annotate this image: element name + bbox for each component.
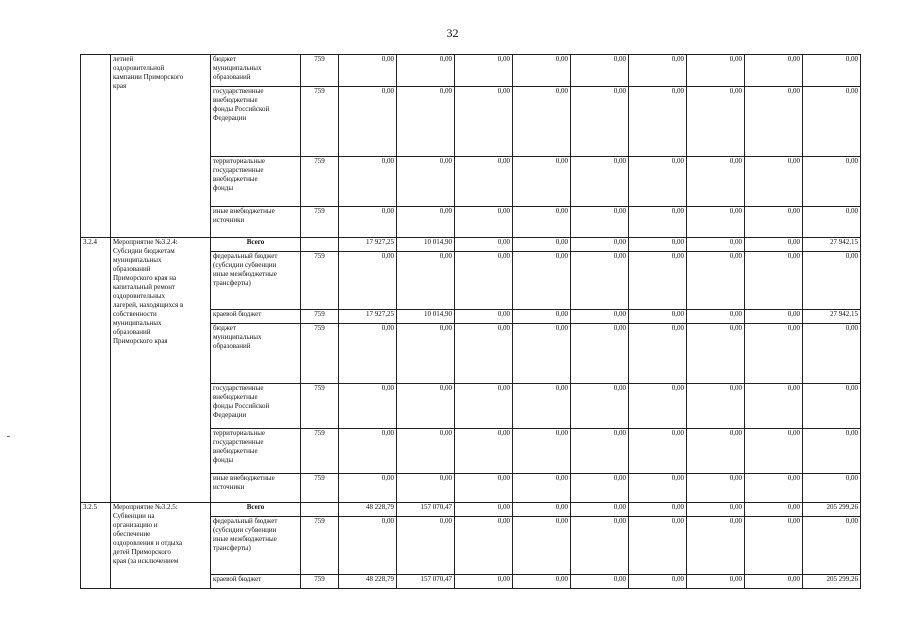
amount-cell: 0,00 — [455, 238, 513, 252]
amount-cell: 48 228,79 — [339, 503, 397, 517]
amount-cell: 0,00 — [397, 87, 455, 157]
amount-cell: 0,00 — [745, 517, 803, 575]
amount-cell: 0,00 — [687, 87, 745, 157]
amount-cell: 0,00 — [687, 474, 745, 503]
amount-cell: 0,00 — [745, 87, 803, 157]
amount-cell: 157 070,47 — [397, 503, 455, 517]
funding-source: государственные внебюджетные фонды Российской Федерации — [211, 87, 301, 157]
amount-cell: 0,00 — [397, 252, 455, 310]
measure-code — [81, 55, 111, 238]
budget-table — [80, 54, 861, 589]
amount-cell: 0,00 — [745, 157, 803, 207]
amount-cell: 0,00 — [513, 310, 571, 324]
amount-cell: 0,00 — [745, 252, 803, 310]
amount-cell: 0,00 — [513, 157, 571, 207]
table-row — [81, 55, 861, 87]
amount-cell: 0,00 — [571, 384, 629, 429]
amount-cell: 0,00 — [455, 575, 513, 589]
funding-source: федеральный бюджет (субсидии субвенции иные межбюджетные трансферты) — [211, 517, 301, 575]
page-number: 32 — [446, 26, 459, 40]
amount-cell: 0,00 — [687, 55, 745, 87]
amount-cell: 0,00 — [571, 157, 629, 207]
amount-cell: 0,00 — [629, 517, 687, 575]
amount-cell: 0,00 — [571, 575, 629, 589]
amount-cell: 0,00 — [687, 324, 745, 384]
funding-source: государственные внебюджетные фонды Российской Федерации — [211, 384, 301, 429]
amount-cell: 0,00 — [745, 310, 803, 324]
amount-cell: 0,00 — [803, 429, 861, 474]
amount-cell: 0,00 — [397, 384, 455, 429]
funding-source: территориальные государственные внебюджетные фонды — [211, 157, 301, 207]
amount-cell: 0,00 — [629, 55, 687, 87]
grbs-code: 759 — [301, 55, 339, 87]
amount-cell: 0,00 — [571, 207, 629, 238]
grbs-code — [301, 503, 339, 517]
amount-cell: 0,00 — [745, 207, 803, 238]
measure-code: 3.2.4 — [81, 238, 111, 503]
grbs-code: 759 — [301, 252, 339, 310]
amount-cell: 17 927,25 — [339, 310, 397, 324]
grbs-code: 759 — [301, 207, 339, 238]
grbs-code: 759 — [301, 87, 339, 157]
amount-cell: 0,00 — [687, 310, 745, 324]
amount-cell: 0,00 — [803, 207, 861, 238]
amount-cell: 0,00 — [803, 517, 861, 575]
amount-cell: 0,00 — [571, 310, 629, 324]
amount-cell: 0,00 — [629, 238, 687, 252]
amount-cell: 0,00 — [455, 207, 513, 238]
amount-cell: 0,00 — [339, 384, 397, 429]
amount-cell: 0,00 — [687, 503, 745, 517]
amount-cell: 0,00 — [803, 384, 861, 429]
amount-cell: 0,00 — [629, 324, 687, 384]
grbs-code: 759 — [301, 324, 339, 384]
amount-cell: 0,00 — [513, 87, 571, 157]
amount-cell: 27 942,15 — [803, 238, 861, 252]
amount-cell: 0,00 — [571, 55, 629, 87]
amount-cell: 0,00 — [397, 55, 455, 87]
funding-source: иные внебюджетные источники — [211, 474, 301, 503]
amount-cell: 0,00 — [629, 429, 687, 474]
funding-source: Всего — [211, 503, 301, 517]
amount-cell: 17 927,25 — [339, 238, 397, 252]
amount-cell: 0,00 — [455, 517, 513, 575]
grbs-code: 759 — [301, 429, 339, 474]
amount-cell: 0,00 — [513, 503, 571, 517]
measure-name: Мероприятие №3.2.4: Субсидии бюджетам муниципальных образований Приморского края на капитальный ремонт оздоровительных лагерей, находящихся в собственности муниципальных образований Приморского края — [111, 238, 211, 503]
funding-source: федеральный бюджет (субсидии субвенции иные межбюджетные трансферты) — [211, 252, 301, 310]
funding-source: территориальные государственные внебюджетные фонды — [211, 429, 301, 474]
funding-source: иные внебюджетные источники — [211, 207, 301, 238]
amount-cell: 0,00 — [803, 55, 861, 87]
amount-cell: 0,00 — [687, 157, 745, 207]
amount-cell: 0,00 — [513, 474, 571, 503]
amount-cell: 0,00 — [339, 429, 397, 474]
amount-cell: 0,00 — [803, 324, 861, 384]
amount-cell: 0,00 — [571, 429, 629, 474]
amount-cell: 0,00 — [803, 157, 861, 207]
amount-cell: 0,00 — [745, 384, 803, 429]
amount-cell: 0,00 — [397, 474, 455, 503]
amount-cell: 0,00 — [513, 324, 571, 384]
amount-cell: 0,00 — [687, 575, 745, 589]
amount-cell: 0,00 — [455, 87, 513, 157]
amount-cell: 0,00 — [745, 429, 803, 474]
amount-cell: 0,00 — [571, 324, 629, 384]
amount-cell: 0,00 — [687, 429, 745, 474]
amount-cell: 10 014,90 — [397, 310, 455, 324]
amount-cell: 0,00 — [687, 517, 745, 575]
grbs-code: 759 — [301, 384, 339, 429]
amount-cell: 0,00 — [745, 474, 803, 503]
amount-cell: 0,00 — [629, 310, 687, 324]
amount-cell: 0,00 — [571, 517, 629, 575]
amount-cell: 0,00 — [513, 55, 571, 87]
amount-cell: 0,00 — [803, 87, 861, 157]
amount-cell: 0,00 — [513, 207, 571, 238]
amount-cell: 0,00 — [339, 207, 397, 238]
amount-cell: 0,00 — [629, 207, 687, 238]
funding-source: Всего — [211, 238, 301, 252]
amount-cell: 0,00 — [339, 157, 397, 207]
scan-mark — [7, 436, 10, 437]
amount-cell: 205 299,26 — [803, 575, 861, 589]
amount-cell: 0,00 — [629, 87, 687, 157]
amount-cell: 0,00 — [339, 252, 397, 310]
amount-cell: 0,00 — [455, 384, 513, 429]
amount-cell: 0,00 — [339, 55, 397, 87]
amount-cell: 157 070,47 — [397, 575, 455, 589]
table-row — [81, 503, 861, 517]
amount-cell: 0,00 — [745, 575, 803, 589]
measure-name: Мероприятие №3.2.5: Субвенции на организацию и обеспечение оздоровления и отдыха детей Приморского края (за исключением — [111, 503, 211, 589]
grbs-code — [301, 238, 339, 252]
amount-cell: 0,00 — [455, 55, 513, 87]
amount-cell: 0,00 — [803, 252, 861, 310]
amount-cell: 0,00 — [687, 238, 745, 252]
amount-cell: 0,00 — [513, 384, 571, 429]
amount-cell: 0,00 — [397, 324, 455, 384]
funding-source: краевой бюджет — [211, 575, 301, 589]
amount-cell: 0,00 — [455, 324, 513, 384]
grbs-code: 759 — [301, 575, 339, 589]
amount-cell: 0,00 — [397, 207, 455, 238]
amount-cell: 0,00 — [397, 429, 455, 474]
amount-cell: 0,00 — [687, 207, 745, 238]
amount-cell: 0,00 — [571, 238, 629, 252]
funding-source: бюджет муниципальных образований — [211, 55, 301, 87]
amount-cell: 0,00 — [745, 324, 803, 384]
amount-cell: 205 299,26 — [803, 503, 861, 517]
amount-cell: 0,00 — [687, 252, 745, 310]
amount-cell: 0,00 — [455, 157, 513, 207]
amount-cell: 0,00 — [571, 87, 629, 157]
amount-cell: 0,00 — [513, 517, 571, 575]
amount-cell: 0,00 — [629, 384, 687, 429]
grbs-code: 759 — [301, 310, 339, 324]
amount-cell: 0,00 — [571, 474, 629, 503]
amount-cell: 0,00 — [455, 474, 513, 503]
funding-source: бюджет муниципальных образований — [211, 324, 301, 384]
amount-cell: 0,00 — [339, 87, 397, 157]
amount-cell: 0,00 — [339, 517, 397, 575]
amount-cell: 0,00 — [629, 474, 687, 503]
funding-source: краевой бюджет — [211, 310, 301, 324]
amount-cell: 10 014,90 — [397, 238, 455, 252]
amount-cell: 0,00 — [687, 384, 745, 429]
amount-cell: 0,00 — [455, 310, 513, 324]
amount-cell: 0,00 — [629, 157, 687, 207]
table-row — [81, 238, 861, 252]
amount-cell: 0,00 — [339, 474, 397, 503]
amount-cell: 0,00 — [397, 157, 455, 207]
amount-cell: 0,00 — [513, 252, 571, 310]
amount-cell: 0,00 — [513, 429, 571, 474]
grbs-code: 759 — [301, 474, 339, 503]
amount-cell: 0,00 — [513, 575, 571, 589]
grbs-code: 759 — [301, 517, 339, 575]
amount-cell: 0,00 — [571, 252, 629, 310]
amount-cell: 0,00 — [397, 517, 455, 575]
amount-cell: 0,00 — [513, 238, 571, 252]
amount-cell: 0,00 — [745, 238, 803, 252]
amount-cell: 0,00 — [339, 324, 397, 384]
amount-cell: 0,00 — [571, 503, 629, 517]
measure-code: 3.2.5 — [81, 503, 111, 589]
measure-name: летней оздоровительной кампании Приморского края — [111, 55, 211, 238]
amount-cell: 0,00 — [455, 429, 513, 474]
amount-cell: 27 942,15 — [803, 310, 861, 324]
grbs-code: 759 — [301, 157, 339, 207]
amount-cell: 48 228,79 — [339, 575, 397, 589]
amount-cell: 0,00 — [745, 55, 803, 87]
amount-cell: 0,00 — [629, 252, 687, 310]
amount-cell: 0,00 — [629, 503, 687, 517]
amount-cell: 0,00 — [803, 474, 861, 503]
amount-cell: 0,00 — [629, 575, 687, 589]
amount-cell: 0,00 — [455, 252, 513, 310]
amount-cell: 0,00 — [455, 503, 513, 517]
amount-cell: 0,00 — [745, 503, 803, 517]
